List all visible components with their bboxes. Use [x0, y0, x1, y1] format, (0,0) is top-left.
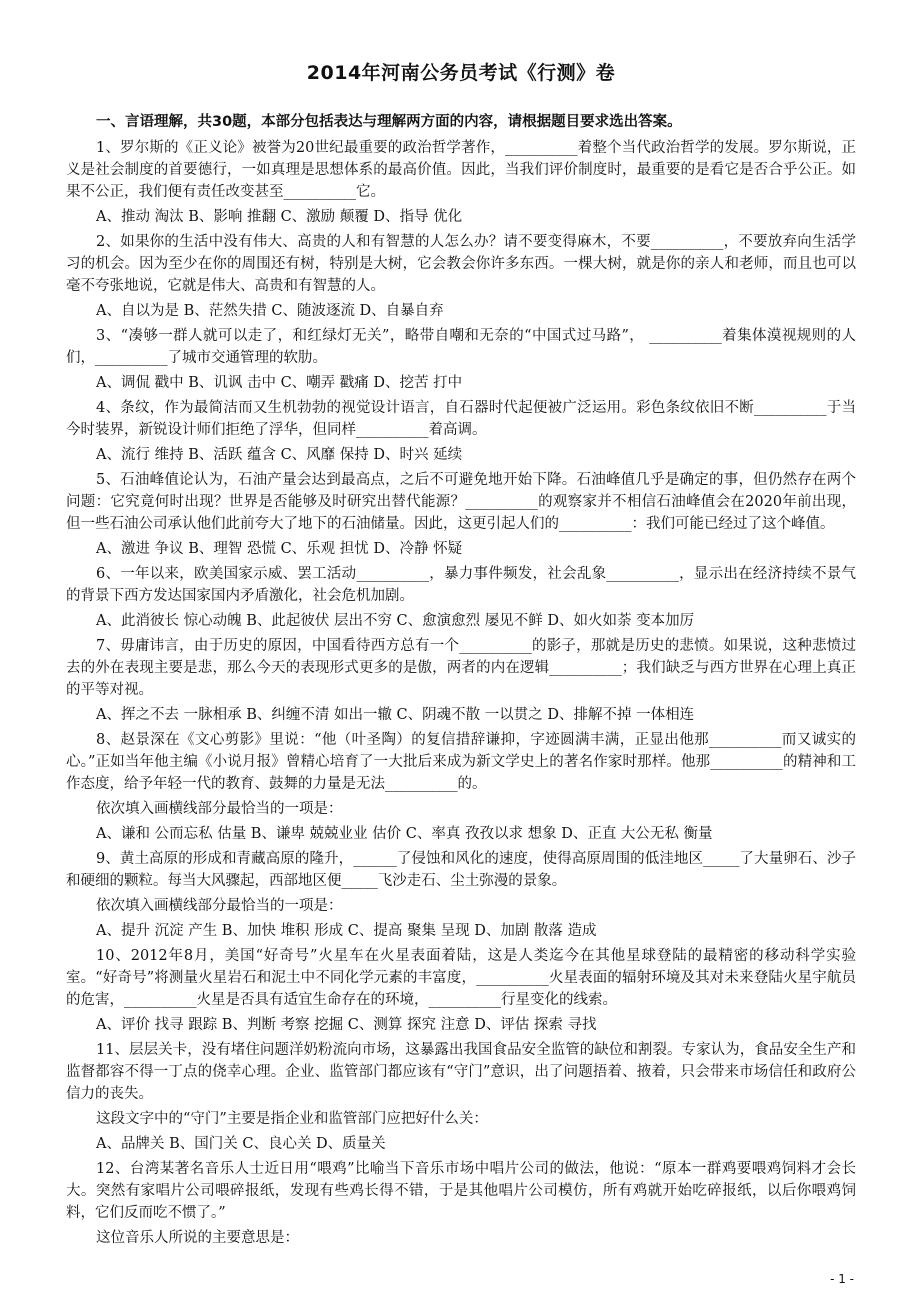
- section-heading: 一、言语理解，共30题，本部分包括表达与理解两方面的内容，请根据题目要求选出答案。: [96, 114, 682, 130]
- question-list: [66, 137, 856, 1249]
- question-paragraph: 10、2012年8月，美国“好奇号”火星车在火星表面着陆，这是人类迄今在其他星球登陆的最精密的移动科学实验室。“好奇号”将测量火星岩石和泥土中不同化学元素的丰富度，__________火星表面的辐射环境及其对未来登陆火星宇航员的危害，__________火星是否具有适宜生命存在的环境，__________行星变化的线索。: [66, 948, 856, 1008]
- question-paragraph: 依次填入画横线部分最恰当的一项是：: [96, 898, 343, 914]
- answer-options: A、激进 争议 B、理智 恐慌 C、乐观 担忧 D、冷静 怀疑: [96, 541, 463, 557]
- question-paragraph: 1、罗尔斯的《正义论》被誉为20世纪最重要的政治哲学著作，__________着整个当代政治哲学的发展。罗尔斯说，正义是社会制度的首要德行，一如真理是思想体系的最高价值。因此，当我们评价制度时，最重要的是看它是否合乎公正。如果不公正，我们便有责任改变甚至__________它。: [66, 140, 856, 200]
- question-paragraph: 这段文字中的“守门”主要是指企业和监管部门应把好什么关：: [96, 1111, 488, 1127]
- question-paragraph: 5、石油峰值论认为，石油产量会达到最高点，之后不可避免地开始下降。石油峰值几乎是确定的事，但仍然存在两个问题：它究竟何时出现？世界是否能够及时研究出替代能源？__________的观察家并不相信石油峰值会在2020年前出现，但一些石油公司承认他们此前夸大了地下的石油储量。因此，这更引起人们的__________：我们可能已经过了这个峰值。: [66, 472, 856, 532]
- question-paragraph: 4、条纹，作为最简洁而又生机勃勃的视觉设计语言，自石器时代起便被广泛运用。彩色条纹依旧不断__________于当今时装界，新锐设计师们拒绝了浮华，但同样__________着高调。: [66, 400, 856, 438]
- document-page: [66, 58, 856, 1252]
- question-paragraph: 2、如果你的生活中没有伟大、高贵的人和有智慧的人怎么办？请不要变得麻木，不要__________，不要放弃向生活学习的机会。因为至少在你的周围还有树，特别是大树，它会教会你许多东西。一棵大树，就是你的亲人和老师，而且也可以毫不夸张地说，它就是伟大、高贵和有智慧的人。: [66, 234, 856, 294]
- answer-options: A、评价 找寻 跟踪 B、判断 考察 挖掘 C、测算 探究 注意 D、评估 探索 寻找: [96, 1017, 597, 1033]
- question-paragraph: 11、层层关卡，没有堵住问题洋奶粉流向市场，这暴露出我国食品安全监管的缺位和割裂。专家认为，食品安全生产和监督都容不得一丁点的侥幸心理。企业、监管部门都应该有“守门”意识，出了问题捂着、掖着，只会带来市场信任和政府公信力的丧失。: [66, 1042, 856, 1102]
- answer-options: A、挥之不去 一脉相承 B、纠缠不清 如出一辙 C、阴魂不散 一以贯之 D、排解不掉 一体相连: [96, 707, 695, 723]
- answer-options: A、提升 沉淀 产生 B、加快 堆积 形成 C、提高 聚集 呈现 D、加剧 散落 造成: [96, 923, 597, 939]
- answer-options: A、调侃 戳中 B、讥讽 击中 C、嘲弄 戳痛 D、挖苦 打中: [96, 375, 463, 391]
- answer-options: A、此消彼长 惊心动魄 B、此起彼伏 层出不穷 C、愈演愈烈 屡见不鲜 D、如火如荼 变本加厉: [96, 613, 695, 629]
- question-paragraph: 6、一年以来，欧美国家示威、罢工活动__________，暴力事件频发，社会乱象__________，显示出在经济持续不景气的背景下西方发达国家国内矛盾激化，社会危机加剧。: [66, 566, 856, 604]
- question-paragraph: 3、“凑够一群人就可以走了，和红绿灯无关”，略带自嘲和无奈的“中国式过马路”， __________着集体漠视规则的人们，__________了城市交通管理的软肋。: [66, 328, 856, 366]
- question-paragraph: 8、赵景深在《文心剪影》里说：“他（叶圣陶）的复信措辞谦抑，字迹圆满丰满，正显出他那__________而又诚实的心。”正如当年他主编《小说月报》曾精心培育了一大批后来成为新文学史上的著名作家时那样。他那__________的精神和工作态度，给予年轻一代的教育、鼓舞的力量是无法__________的。: [66, 732, 856, 792]
- page-number: - 1 -: [830, 1272, 854, 1286]
- answer-options: A、自以为是 B、茫然失措 C、随波逐流 D、自暴自弃: [96, 303, 444, 319]
- question-paragraph: 这位音乐人所说的主要意思是：: [96, 1230, 299, 1246]
- answer-options: A、谦和 公而忘私 估量 B、谦卑 兢兢业业 估价 C、率真 孜孜以求 想象 D、正直 大公无私 衡量: [96, 826, 713, 842]
- question-paragraph: 依次填入画横线部分最恰当的一项是：: [96, 801, 343, 817]
- answer-options: A、品牌关 B、国门关 C、良心关 D、质量关: [96, 1136, 386, 1152]
- answer-options: A、推动 淘汰 B、影响 推翻 C、激励 颠覆 D、指导 优化: [96, 209, 463, 225]
- question-paragraph: 9、黄土高原的形成和青藏高原的隆升，______了侵蚀和风化的速度，使得高原周围的低洼地区_____了大量卵石、沙子和硬细的颗粒。每当大风骤起，西部地区便_____飞沙走石、尘土弥漫的景象。: [66, 851, 856, 889]
- question-paragraph: 12、台湾某著名音乐人士近日用“喂鸡”比喻当下音乐市场中唱片公司的做法，他说：“原本一群鸡要喂鸡饲料才会长大。突然有家唱片公司喂碎报纸，发现有些鸡长得不错，于是其他唱片公司模仿，所有鸡就开始吃碎报纸，以后你喂鸡饲料，它们反而吃不惯了。”: [66, 1161, 856, 1221]
- question-paragraph: 7、毋庸讳言，由于历史的原因，中国看待西方总有一个__________的影子，那就是历史的悲愤。如果说，这种悲愤过去的外在表现主要是悲，那么今天的表现形式更多的是傲，两者的内在逻辑__________；我们缺乏与西方世界在心理上真正的平等对视。: [66, 638, 856, 698]
- document-title: 2014年河南公务员考试《行测》卷: [306, 62, 616, 84]
- answer-options: A、流行 维持 B、活跃 蕴含 C、风靡 保持 D、时兴 延续: [96, 447, 463, 463]
